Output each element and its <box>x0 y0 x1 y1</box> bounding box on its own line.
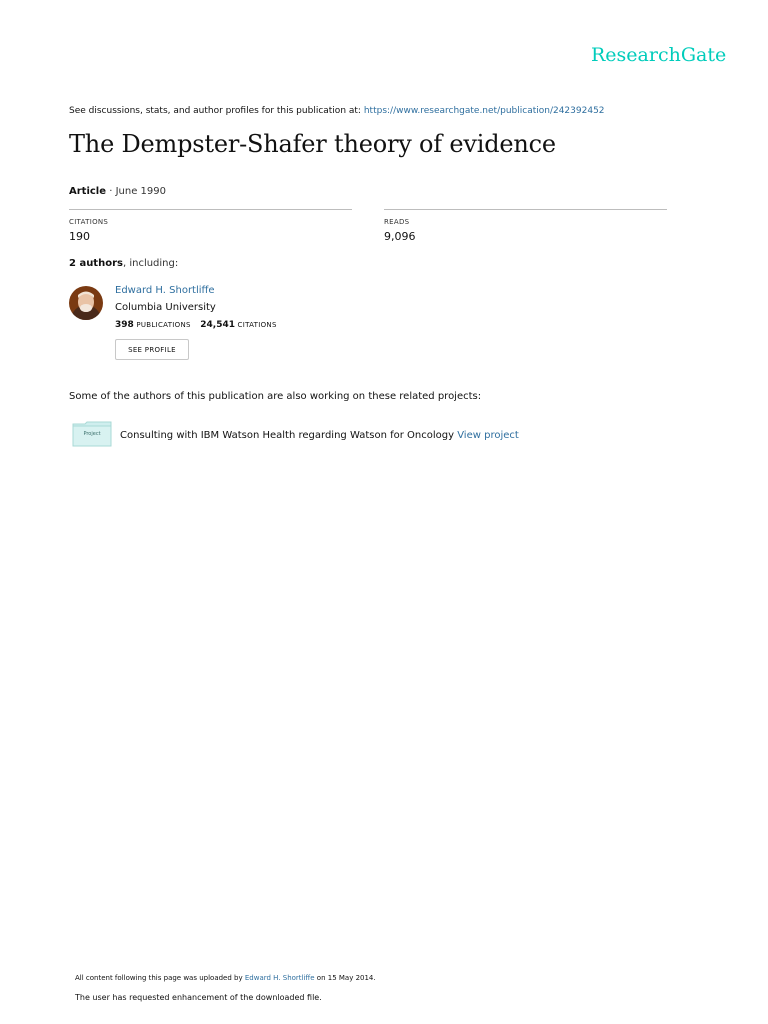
author-stats <box>115 320 284 330</box>
authors-summary <box>69 258 178 269</box>
discussion-line <box>69 106 605 116</box>
citations-value: 190 <box>69 230 90 243</box>
project-item <box>120 430 519 441</box>
reads-divider <box>384 209 667 210</box>
upload-note <box>75 974 376 982</box>
related-projects-heading: Some of the authors of this publication are also working on these related projects: <box>69 391 482 402</box>
view-project-link[interactable]: View project <box>457 430 519 441</box>
article-type: Article <box>69 186 107 197</box>
uploader-link[interactable]: Edward H. Shortliffe <box>244 974 315 982</box>
authors-suffix: , including: <box>122 258 179 269</box>
enhancement-note: The user has requested enhancement of the downloaded file. <box>75 993 322 1002</box>
project-text: Consulting with IBM Watson Health regarding Watson for Oncology <box>120 430 454 441</box>
author-publications-count: 398 <box>115 320 134 330</box>
author-name-link[interactable]: Edward H. Shortliffe <box>115 285 215 296</box>
project-icon-label: Project <box>83 431 101 437</box>
author-citations-count: 24,541 <box>200 320 235 330</box>
citations-label: CITATIONS <box>69 218 109 226</box>
author-avatar-icon[interactable] <box>69 286 103 320</box>
publication-date: June 1990 <box>115 186 166 197</box>
upload-note-prefix: All content following this page was uploaded by <box>75 974 243 982</box>
reads-value: 9,096 <box>384 230 416 243</box>
citations-divider <box>69 209 352 210</box>
discussion-text: See discussions, stats, and author profiles for this publication at: <box>69 106 361 116</box>
researchgate-logo[interactable]: ResearchGate <box>591 44 727 66</box>
author-publications-label: PUBLICATIONS <box>136 321 191 329</box>
see-profile-button[interactable]: SEE PROFILE <box>115 339 189 360</box>
authors-count: 2 authors <box>69 258 123 269</box>
meta-separator: · <box>109 186 113 197</box>
author-institution: Columbia University <box>115 302 216 313</box>
publication-title: The Dempster-Shafer theory of evidence <box>69 130 556 158</box>
upload-note-suffix: on 15 May 2014. <box>316 974 376 982</box>
reads-label: READS <box>384 218 410 226</box>
article-meta <box>69 186 166 197</box>
publication-url-link[interactable]: https://www.researchgate.net/publication/242392452 <box>363 106 605 116</box>
author-citations-label: CITATIONS <box>237 321 277 329</box>
